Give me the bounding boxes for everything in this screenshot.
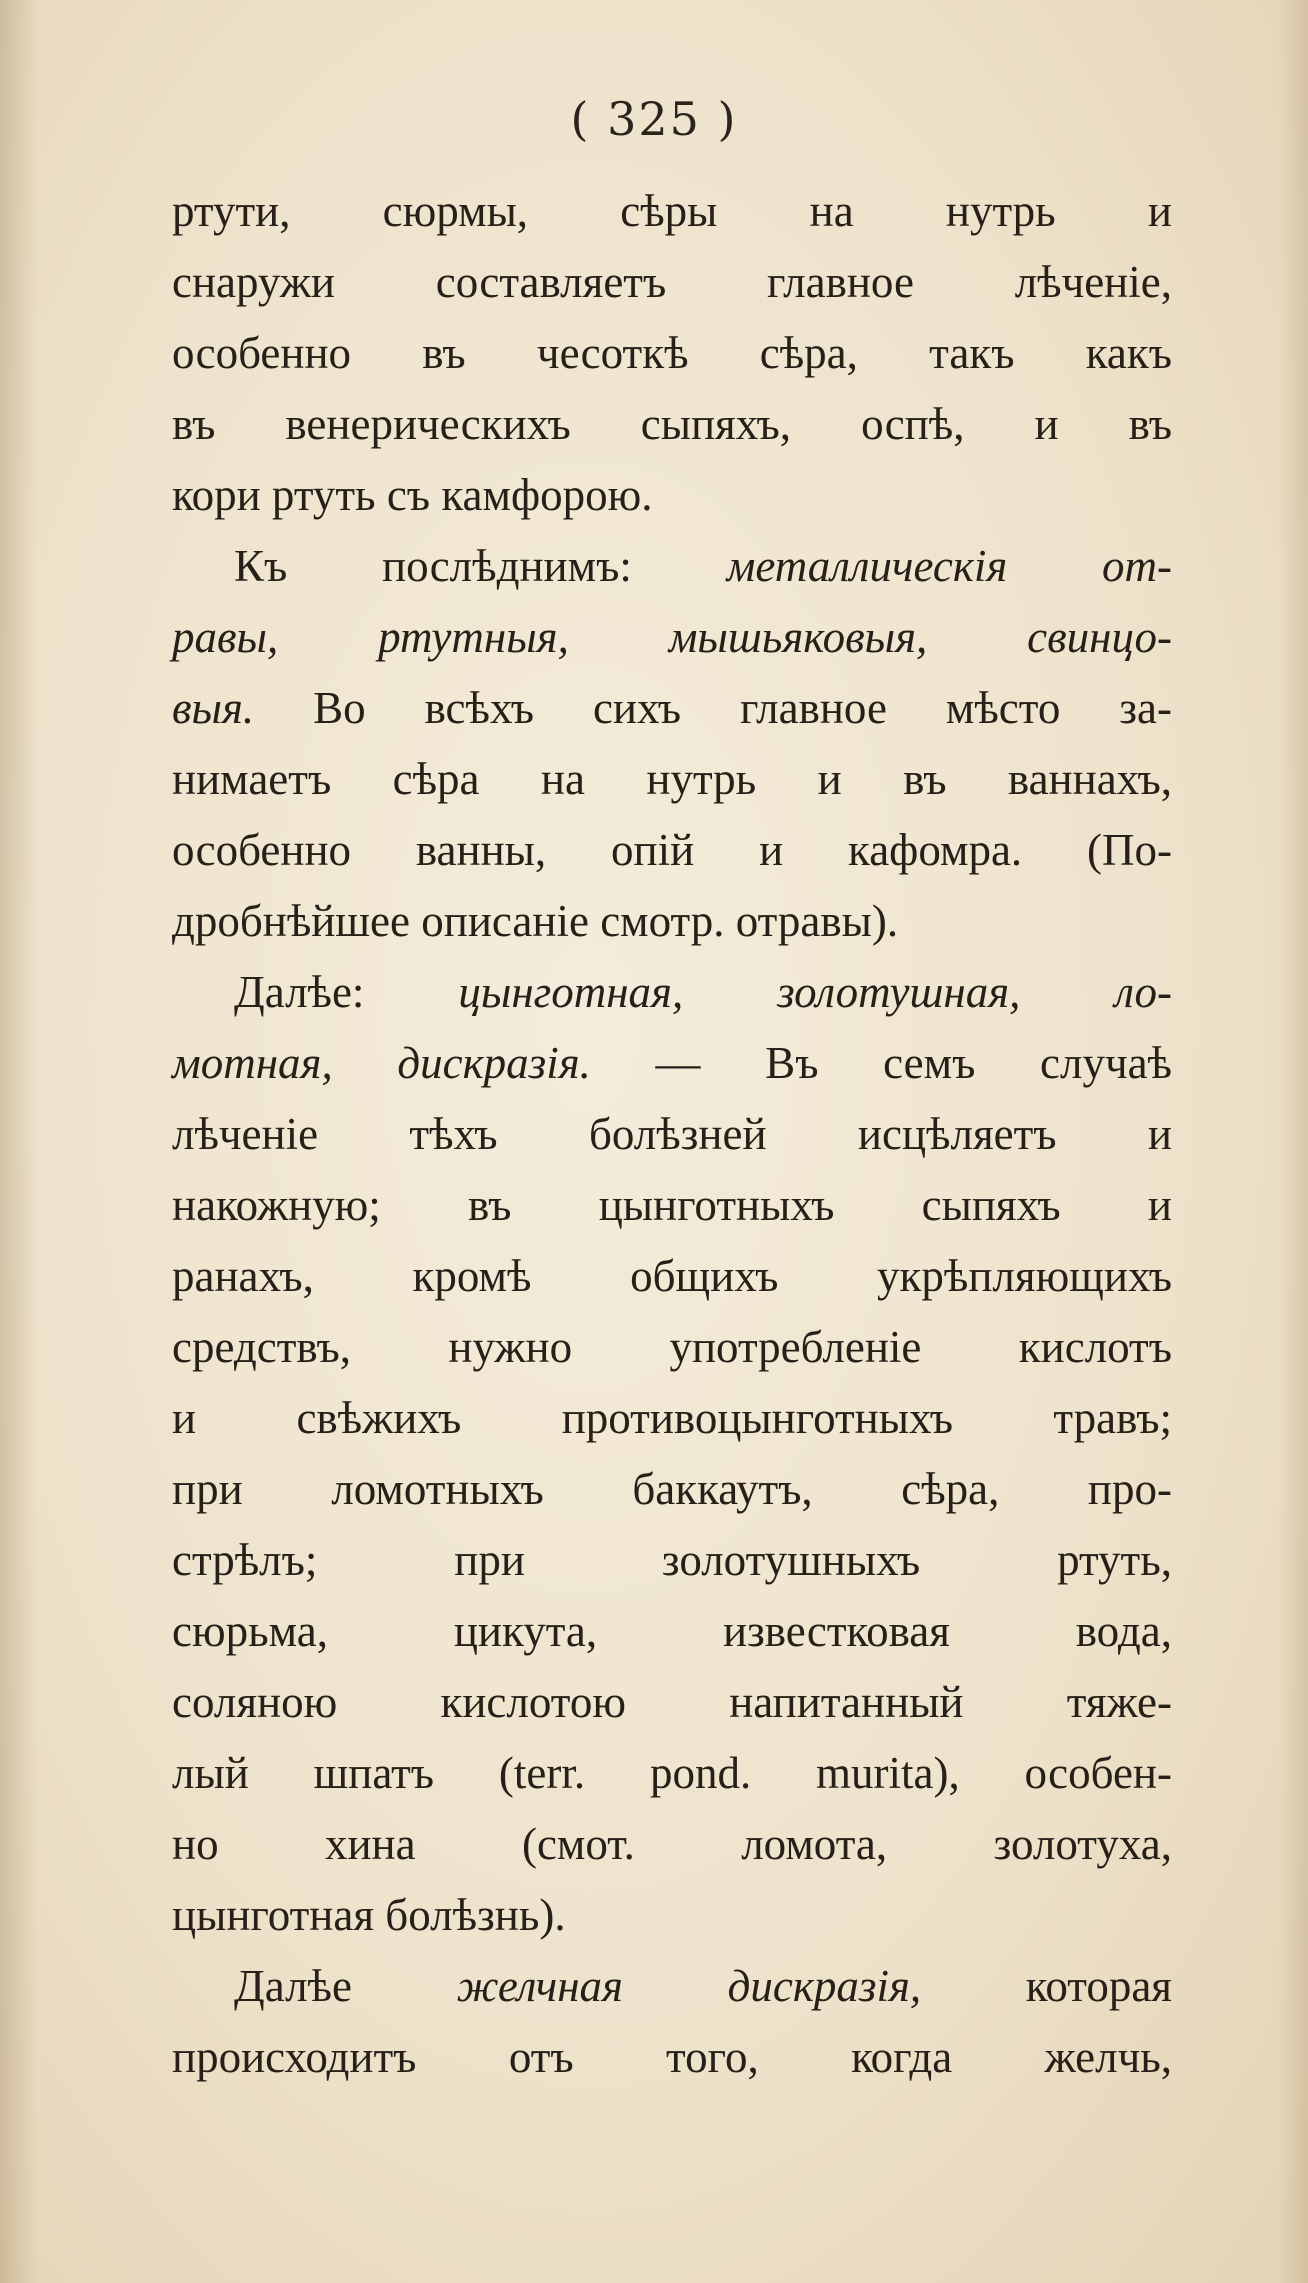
text-segment: особенно ванны, опій и кафомра. (По-: [172, 825, 1172, 875]
italic-text: выя.: [172, 683, 255, 733]
text-segment: и свѣжихъ противоцынготныхъ травъ;: [172, 1393, 1172, 1443]
text-segment: кори ртуть съ камфорою.: [172, 470, 653, 520]
text-line: [172, 1525, 1172, 1596]
text-segment: сюрьма, цикута, известковая вода,: [172, 1606, 1172, 1656]
text-line: [172, 886, 1172, 957]
text-line: [172, 2022, 1172, 2093]
text-segment: происходитъ отъ того, когда желчь,: [172, 2032, 1172, 2082]
text-line: [172, 1383, 1172, 1454]
text-line: [172, 1596, 1172, 1667]
text-segment: средствъ, нужно употребленіе кислотъ: [172, 1322, 1172, 1372]
italic-text: мотная, дискразія.: [172, 1038, 591, 1088]
text-segment: особенно въ чесоткѣ сѣра, такъ какъ: [172, 328, 1172, 378]
text-segment: цынготная болѣзнь).: [172, 1890, 566, 1940]
text-segment: лый шпатъ (terr. pond. murita), особен-: [172, 1748, 1172, 1798]
text-segment: ранахъ, кромѣ общихъ укрѣпляющихъ: [172, 1251, 1172, 1301]
text-line: [172, 1880, 1172, 1951]
text-segment: но хина (смот. ломота, золотуха,: [172, 1819, 1172, 1869]
text-segment: Далѣе:: [234, 967, 459, 1017]
text-line: [172, 815, 1172, 886]
italic-text: желчная дискразія,: [456, 1961, 922, 2011]
text-line: [172, 1738, 1172, 1809]
text-segment: снаружи составляетъ главное лѣченіе,: [172, 257, 1172, 307]
text-segment: соляною кислотою напитанный тяже-: [172, 1677, 1172, 1727]
text-line: [172, 744, 1172, 815]
text-segment: — Въ семъ случаѣ: [590, 1038, 1172, 1088]
text-line: [172, 1809, 1172, 1880]
text-line: [172, 247, 1172, 318]
text-segment: дробнѣйшее описаніе смотр. отравы).: [172, 896, 899, 946]
text-line: [172, 531, 1172, 602]
text-line: [172, 389, 1172, 460]
text-segment: при ломотныхъ баккаутъ, сѣра, про-: [172, 1464, 1172, 1514]
text-line: [172, 1099, 1172, 1170]
text-segment: накожную; въ цынготныхъ сыпяхъ и: [172, 1180, 1172, 1230]
italic-text: цынготная, золотушная, ло-: [458, 967, 1172, 1017]
text-segment: стрѣлъ; при золотушныхъ ртуть,: [172, 1535, 1172, 1585]
text-line: [172, 1312, 1172, 1383]
text-line: [172, 460, 1172, 531]
text-line: [172, 673, 1172, 744]
text-line: [172, 957, 1172, 1028]
text-segment: ртути, сюрмы, сѣры на нутрь и: [172, 186, 1172, 236]
text-segment: которая: [921, 1961, 1173, 2011]
body-text: [172, 176, 1172, 2093]
text-segment: въ венерическихъ сыпяхъ, оспѣ, и въ: [172, 399, 1172, 449]
italic-text: металлическія от-: [726, 541, 1172, 591]
text-line: [172, 318, 1172, 389]
text-line: [172, 1454, 1172, 1525]
text-line: [172, 176, 1172, 247]
text-segment: Далѣе: [234, 1961, 457, 2011]
text-line: [172, 1951, 1172, 2022]
text-segment: лѣченіе тѣхъ болѣзней исцѣляетъ и: [172, 1109, 1172, 1159]
italic-text: равы, ртутныя, мышьяковыя, свинцо-: [172, 612, 1172, 662]
text-line: [172, 1028, 1172, 1099]
text-segment: Къ послѣднимъ:: [234, 541, 727, 591]
text-segment: Во всѣхъ сихъ главное мѣсто за-: [254, 683, 1172, 733]
text-line: [172, 1170, 1172, 1241]
text-line: [172, 1667, 1172, 1738]
text-line: [172, 602, 1172, 673]
text-segment: нимаетъ сѣра на нутрь и въ ваннахъ,: [172, 754, 1172, 804]
page-number: ( 325 ): [570, 92, 738, 146]
text-line: [172, 1241, 1172, 1312]
